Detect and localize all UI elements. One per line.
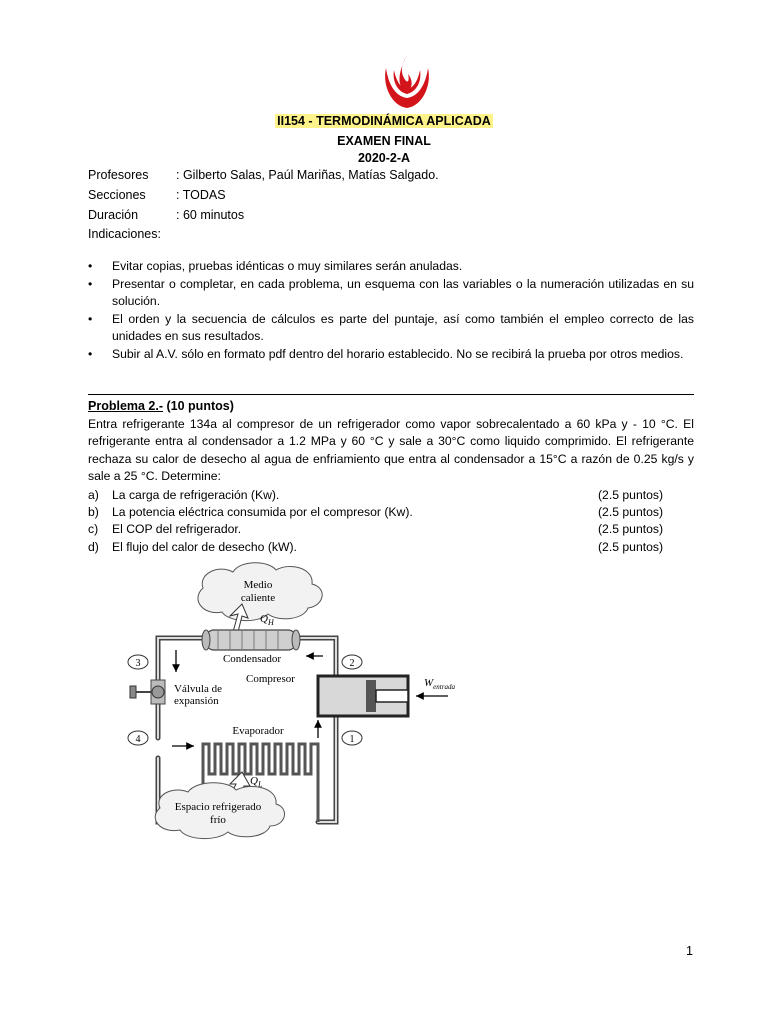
info-label: Indicaciones: — [88, 227, 161, 241]
ql-label: $Q_L$ — [250, 775, 263, 789]
state-1-marker — [342, 731, 362, 745]
question-points: (2.5 puntos) — [598, 505, 664, 519]
condenser-label: Condensador — [222, 653, 282, 665]
state-3-marker — [128, 655, 148, 669]
cold-cloud-line2: frío — [210, 814, 226, 826]
valve-label-line2: expansión — [174, 695, 219, 707]
refrigeration-cycle-diagram — [118, 560, 498, 840]
svg-text:1: 1 — [349, 734, 355, 745]
question-points: (2.5 puntos) — [598, 522, 664, 536]
instructions-list — [88, 258, 694, 364]
question-text: La carga de refrigeración (Kw). — [112, 488, 280, 502]
question-points: (2.5 puntos) — [598, 488, 664, 502]
instruction-item: • Presentar o completar, en cada problema, un esquema con las variables o la numeración utilizadas en su solución. — [88, 276, 694, 311]
info-value: : 60 minutos — [176, 208, 245, 222]
info-value: : Gilberto Salas, Paúl Mariñas, Matías Salgado. — [176, 168, 439, 182]
problem-statement: Entra refrigerante 134a al compresor de un refrigerador como vapor sobrecalentado a 60 kPa y - 10 °C. El refrigerante entra al condensador a 1.2 MPa y 60 °C y sale a 30°C como liquido comprimido. El refrigerante rechaza su calor de desecho al agua de enfriamiento que entra al condensador a 15°C a razón de 0.25 kg/s y sale a 25 °C. Determine: — [88, 417, 694, 483]
hot-cloud-line1: Medio — [243, 579, 273, 591]
question-text: El flujo del calor de desecho (kW). — [112, 540, 297, 554]
state-4-marker — [128, 731, 148, 745]
instruction-item: • El orden y la secuencia de cálculos es parte del puntaje, así como también el empleo correcto de las unidades en sus resultados. — [88, 311, 694, 346]
info-value: : TODAS — [176, 188, 226, 202]
problem-title — [88, 398, 234, 415]
question-letter: d) — [88, 540, 99, 554]
question-letter: a) — [88, 488, 99, 502]
problem-number: Problema 2.- — [88, 399, 164, 413]
divider — [88, 394, 694, 395]
cold-cloud-line1: Espacio refrigerado — [174, 801, 262, 813]
svg-text:3: 3 — [135, 658, 141, 669]
info-label: Duración — [88, 208, 139, 222]
university-logo-icon — [380, 52, 434, 112]
qh-label: $Q_H$ — [260, 613, 274, 627]
state-2-marker — [342, 655, 362, 669]
question-points: (2.5 puntos) — [598, 540, 664, 554]
svg-text:4: 4 — [135, 734, 141, 745]
compressor-icon — [318, 676, 408, 716]
course-title: II154 - TERMODINÁMICA APLICADA — [277, 114, 491, 128]
instruction-item: • Evitar copias, pruebas idénticas o muy similares serán anuladas. — [88, 258, 694, 276]
question-letter: c) — [88, 522, 99, 536]
svg-text:2: 2 — [349, 658, 355, 669]
info-label: Secciones — [88, 188, 146, 202]
instruction-item: • Subir al A.V. sólo en formato pdf dentro del horario establecido. No se recibirá la prueba por otros medios. — [88, 346, 694, 364]
valve-label-line1: Válvula de — [174, 683, 222, 695]
exam-term: 2020-2-A — [357, 151, 411, 165]
question-letter: b) — [88, 505, 99, 519]
info-label: Profesores — [88, 168, 149, 182]
problem-points: (10 puntos) — [163, 399, 234, 413]
page-number: 1 — [686, 944, 693, 958]
evaporator-label: Evaporador — [232, 725, 284, 737]
compressor-label: Compresor — [246, 673, 295, 685]
question-text: El COP del refrigerador. — [112, 522, 242, 536]
exam-title: EXAMEN FINAL — [337, 134, 431, 148]
question-text: La potencia eléctrica consumida por el compresor (Kw). — [112, 505, 413, 519]
expansion-valve-icon — [130, 680, 165, 704]
condenser-icon — [202, 630, 300, 650]
work-input-label: $W_{entrada}$ — [424, 677, 455, 691]
hot-cloud-line2: caliente — [240, 592, 276, 604]
